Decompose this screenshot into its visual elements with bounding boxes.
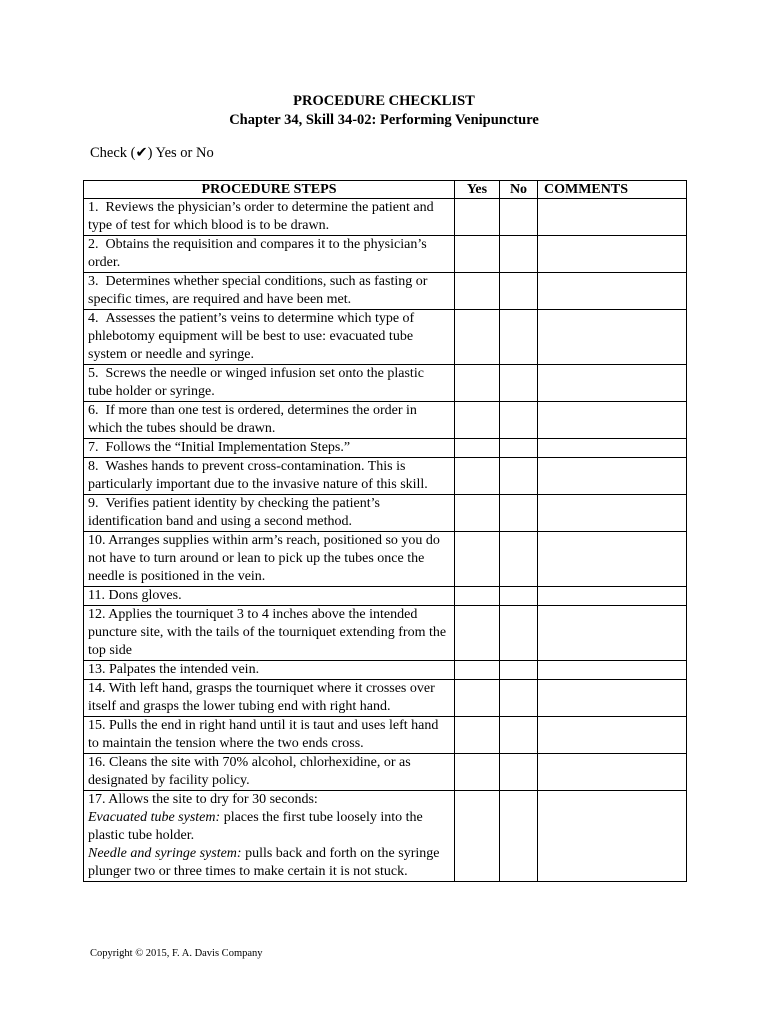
no-cell[interactable] [500,680,538,717]
comments-cell[interactable] [538,365,687,402]
table-row [84,606,687,661]
no-cell[interactable] [500,365,538,402]
step-text: 3. Determines whether special conditions, such as fasting or specific times, are required and have been met. [84,273,455,310]
yes-cell[interactable] [455,402,500,439]
table-row [84,402,687,439]
no-cell[interactable] [500,587,538,606]
procedure-checklist-table [83,180,687,882]
step-text [84,791,455,882]
table-row [84,717,687,754]
no-cell[interactable] [500,236,538,273]
evacuated-tube-label: Evacuated tube system: [88,810,221,825]
comments-header: COMMENTS [538,181,687,199]
no-cell[interactable] [500,606,538,661]
no-cell[interactable] [500,791,538,882]
page-title: PROCEDURE CHECKLIST [293,93,475,109]
table-row [84,495,687,532]
table-row [84,310,687,365]
step-text: 6. If more than one test is ordered, determines the order in which the tubes should be drawn. [84,402,455,439]
no-cell[interactable] [500,199,538,236]
no-cell[interactable] [500,458,538,495]
table-row [84,587,687,606]
table-row [84,365,687,402]
yes-cell[interactable] [455,754,500,791]
table-row [84,458,687,495]
needle-syringe-label: Needle and syringe system: [88,846,242,861]
yes-cell[interactable] [455,439,500,458]
yes-cell[interactable] [455,661,500,680]
step-text: 9. Verifies patient identity by checking the patient’s identification band and using a second method. [84,495,455,532]
no-cell[interactable] [500,661,538,680]
step-text: 10. Arranges supplies within arm’s reach, positioned so you do not have to turn around or lean to pick up the tubes once the needle is positioned in the vein. [84,532,455,587]
table-row [84,532,687,587]
comments-cell[interactable] [538,495,687,532]
table-header-row [84,181,687,199]
yes-cell[interactable] [455,236,500,273]
table-row [84,791,687,882]
step-text: 2. Obtains the requisition and compares it to the physician’s order. [84,236,455,273]
comments-cell[interactable] [538,680,687,717]
step-17-intro: 17. Allows the site to dry for 30 seconds: [88,792,318,807]
yes-cell[interactable] [455,273,500,310]
page-subtitle: Chapter 34, Skill 34-02: Performing Venipuncture [229,112,539,128]
step-text: 7. Follows the “Initial Implementation Steps.” [84,439,455,458]
comments-cell[interactable] [538,402,687,439]
table-row [84,439,687,458]
comments-cell[interactable] [538,717,687,754]
no-cell[interactable] [500,310,538,365]
no-header: No [500,181,538,199]
comments-cell[interactable] [538,791,687,882]
step-text: 4. Assesses the patient’s veins to determine which type of phlebotomy equipment will be best to use: evacuated tube system or needle and syringe. [84,310,455,365]
table-row [84,754,687,791]
evacuated-tube-text: places the first tube loosely into the plastic tube holder. [88,810,423,843]
step-text: 11. Dons gloves. [84,587,455,606]
comments-cell[interactable] [538,532,687,587]
comments-cell[interactable] [538,310,687,365]
no-cell[interactable] [500,273,538,310]
comments-cell[interactable] [538,458,687,495]
needle-syringe-text: pulls back and forth on the syringe plunger two or three times to make certain it is not stuck. [88,846,440,879]
copyright-footer: Copyright © 2015, F. A. Davis Company [90,948,263,959]
yes-cell[interactable] [455,532,500,587]
comments-cell[interactable] [538,587,687,606]
no-cell[interactable] [500,532,538,587]
no-cell[interactable] [500,495,538,532]
step-text: 5. Screws the needle or winged infusion set onto the plastic tube holder or syringe. [84,365,455,402]
yes-cell[interactable] [455,199,500,236]
table-row [84,680,687,717]
yes-cell[interactable] [455,458,500,495]
yes-cell[interactable] [455,310,500,365]
yes-cell[interactable] [455,606,500,661]
step-text: 16. Cleans the site with 70% alcohol, chlorhexidine, or as designated by facility policy. [84,754,455,791]
no-cell[interactable] [500,754,538,791]
comments-cell[interactable] [538,273,687,310]
comments-cell[interactable] [538,661,687,680]
yes-cell[interactable] [455,717,500,754]
step-text: 15. Pulls the end in right hand until it is taut and uses left hand to maintain the tension where the two ends cross. [84,717,455,754]
table-row [84,199,687,236]
yes-header: Yes [455,181,500,199]
yes-cell[interactable] [455,791,500,882]
no-cell[interactable] [500,439,538,458]
no-cell[interactable] [500,717,538,754]
table-row [84,273,687,310]
comments-cell[interactable] [538,754,687,791]
yes-cell[interactable] [455,495,500,532]
procedure-steps-header: PROCEDURE STEPS [84,181,455,199]
check-instructions: Check (✔) Yes or No [90,145,214,161]
step-text: 8. Washes hands to prevent cross-contamination. This is particularly important due to the invasive nature of this skill. [84,458,455,495]
yes-cell[interactable] [455,365,500,402]
step-text: 14. With left hand, grasps the tourniquet where it crosses over itself and grasps the lower tubing end with right hand. [84,680,455,717]
table-row [84,236,687,273]
step-text: 12. Applies the tourniquet 3 to 4 inches above the intended puncture site, with the tails of the tourniquet extending from the top side [84,606,455,661]
yes-cell[interactable] [455,680,500,717]
step-text: 1. Reviews the physician’s order to determine the patient and type of test for which blood is to be drawn. [84,199,455,236]
comments-cell[interactable] [538,199,687,236]
yes-cell[interactable] [455,587,500,606]
no-cell[interactable] [500,402,538,439]
comments-cell[interactable] [538,439,687,458]
table-row [84,661,687,680]
step-text: 13. Palpates the intended vein. [84,661,455,680]
comments-cell[interactable] [538,236,687,273]
comments-cell[interactable] [538,606,687,661]
